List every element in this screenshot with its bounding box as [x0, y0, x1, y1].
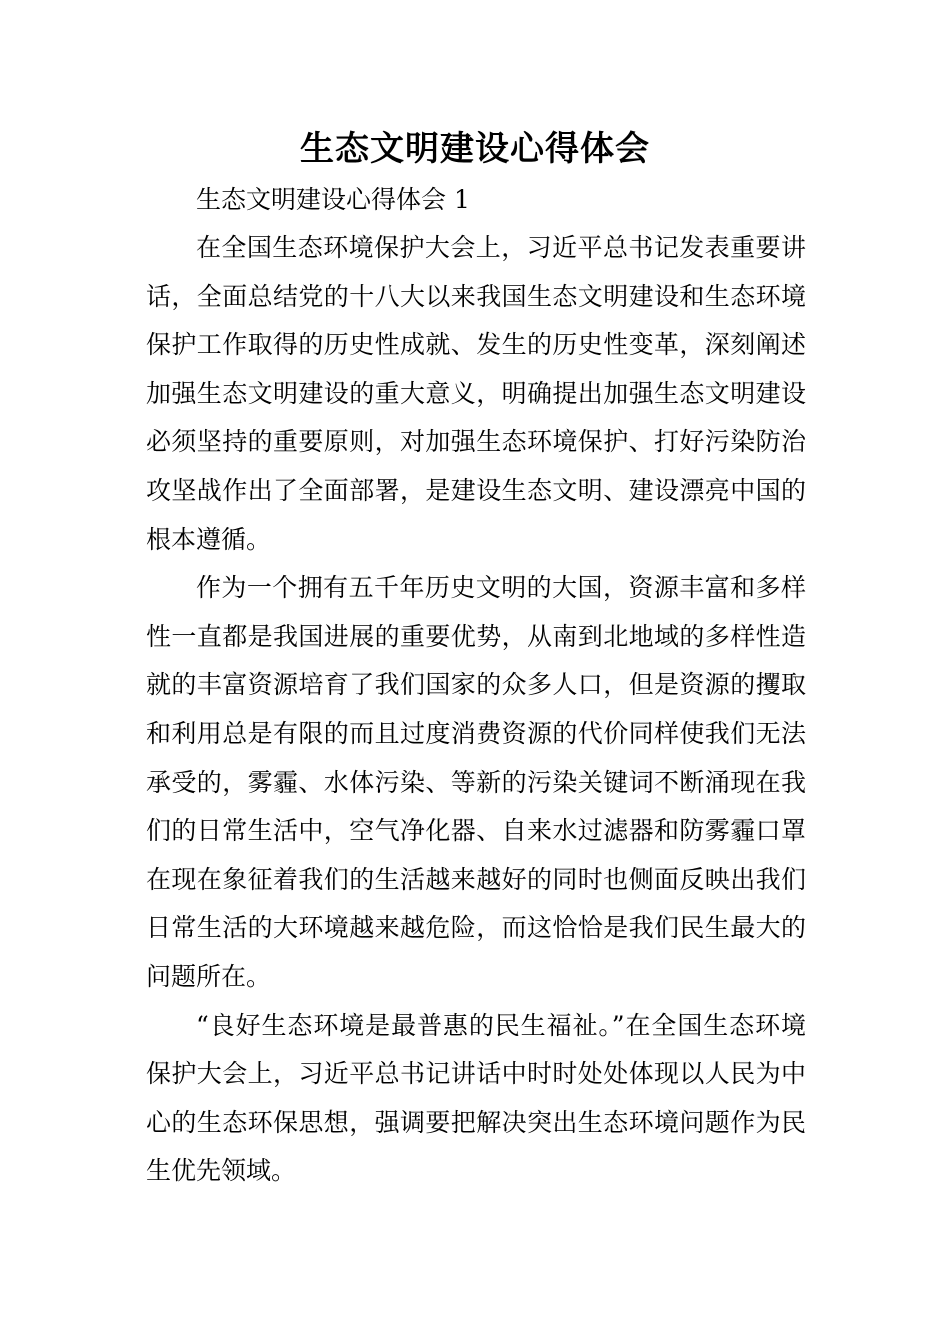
document-body [146, 176, 806, 1196]
paragraph-2: 作为一个拥有五千年历史文明的大国，资源丰富和多样性一直都是我国进展的重要优势，从南到北地域的多样性造就的丰富资源培育了我们国家的众多人口，但是资源的攫取和利用总是有限的而且过度消费资源的代价同样使我们无法承受的，雾霾、水体污染、等新的污染关键词不断涌现在我们的日常生活中，空气净化器、自来水过滤器和防雾霾口罩在现在象征着我们的生活越来越好的同时也侧面反映出我们日常生活的大环境越来越危险，而这恰恰是我们民生最大的问题所在。 [146, 573, 806, 991]
section-heading: 生态文明建设心得体会 1 [196, 185, 470, 214]
document-title: 生态文明建设心得体会 [300, 129, 650, 169]
paragraph-1: 在全国生态环境保护大会上，习近平总书记发表重要讲话，全面总结党的十八大以来我国生态文明建设和生态环境保护工作取得的历史性成就、发生的历史性变革，深刻阐述加强生态文明建设的重大意义，明确提出加强生态文明建设必须坚持的重要原则，对加强生态环境保护、打好污染防治攻坚战作出了全面部署，是建设生态文明、建设漂亮中国的根本遵循。 [146, 233, 806, 554]
paragraph-3: “良好生态环境是最普惠的民生福祉。”在全国生态环境保护大会上，习近平总书记讲话中时时处处体现以人民为中心的生态环保思想，强调要把解决突出生态环境问题作为民生优先领域。 [146, 1010, 806, 1186]
